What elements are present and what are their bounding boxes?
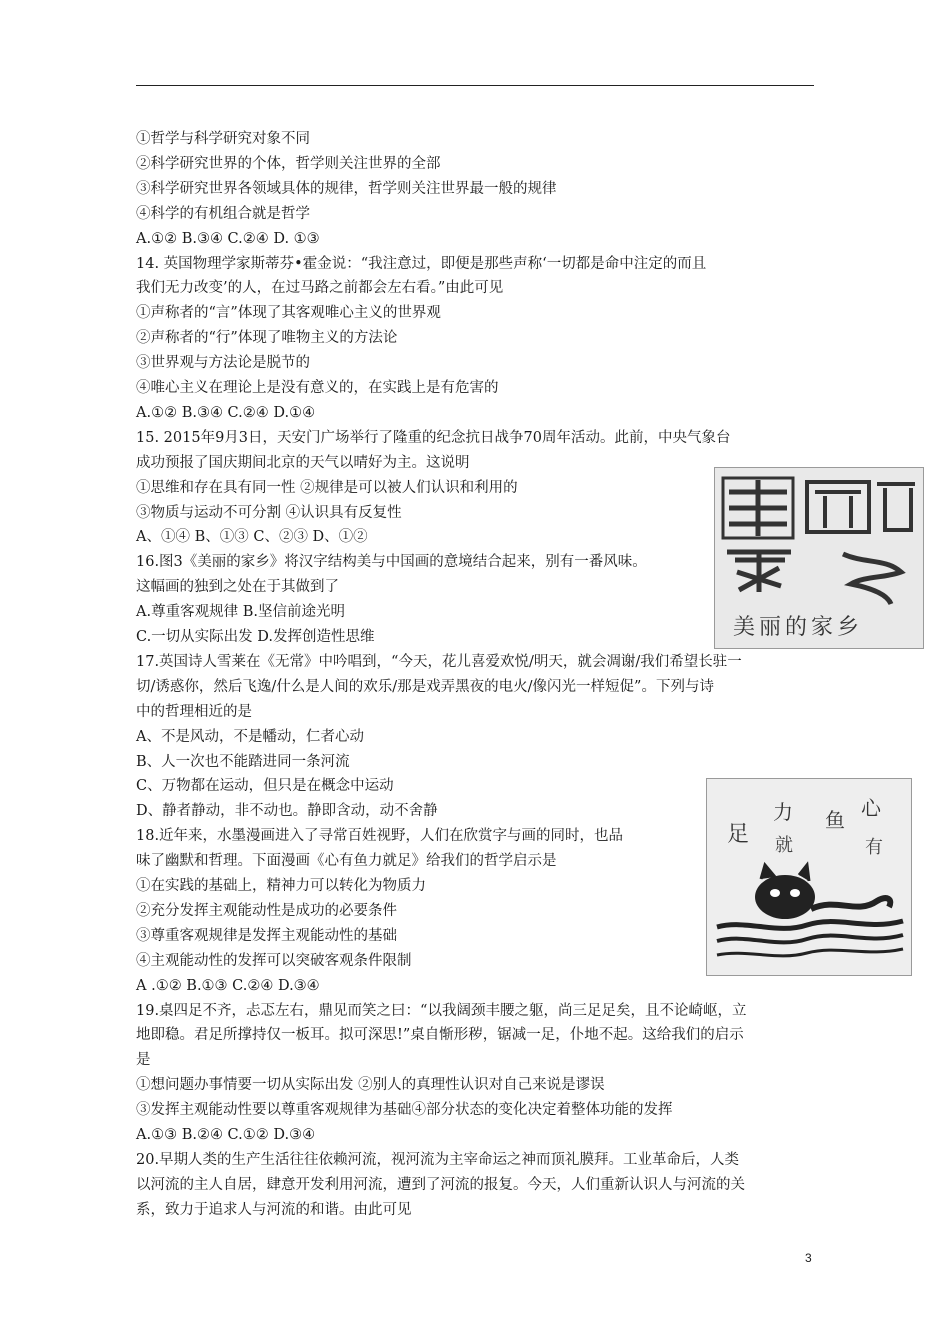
text-line: ④主观能动性的发挥可以突破客观条件限制 — [136, 952, 412, 969]
svg-text:心: 心 — [861, 796, 881, 820]
text-line: 这幅画的独到之处在于其做到了 — [136, 579, 339, 596]
text-line: A.①② B.③④ C.②④ D. ①③ — [136, 230, 320, 247]
header-rule — [136, 85, 814, 86]
text-line: 切/诱惑你，然后飞逸/什么是人间的欢乐/那是戏弄黑夜的电火/像闪光一样短促”。下列与诗 — [136, 678, 714, 695]
text-line: 地即稳。君足所撑持仅一板耳。拟可深思!”桌自惭形秽，锯减一足，仆地不起。这给我们的启示 — [136, 1027, 744, 1044]
text-line: ③发挥主观能动性要以尊重客观规律为基础④部分状态的变化决定着整体功能的发挥 — [136, 1102, 673, 1119]
text-line: ②科学研究世界的个体，哲学则关注世界的全部 — [136, 155, 441, 172]
text-line: A、不是风动，不是幡动，仁者心动 — [136, 728, 364, 745]
text-line: 系，致力于追求人与河流的和谐。由此可见 — [136, 1201, 412, 1218]
figure-cartoon-cat-fish — [706, 778, 912, 976]
figure-3-beautiful-hometown — [714, 467, 924, 649]
text-line: 我们无力改变’的人，在过马路之前都会左右看。”由此可见 — [136, 280, 504, 297]
svg-text:有: 有 — [865, 837, 883, 858]
text-line: ①思维和存在具有同一性 ②规律是可以被人们认识和利用的 — [136, 479, 518, 496]
text-line: 15. 2015年9月3日，天安门广场举行了隆重的纪念抗日战争70周年活动。此前，中央气象台 — [136, 429, 731, 446]
text-line: 17.英国诗人雪莱在《无常》中吟唱到，“今天，花儿喜爱欢悦/明天，就会凋谢/我们希望长驻一 — [136, 653, 742, 670]
text-line: 14. 英国物理学家斯蒂芬•霍金说：“我注意过，即便是那些声称‘一切都是命中注定的而且 — [136, 255, 707, 272]
text-line: ②充分发挥主观能动性是成功的必要条件 — [136, 902, 397, 919]
text-line: A.①② B.③④ C.②④ D.①④ — [136, 404, 316, 421]
text-line: ①声称者的“言”体现了其客观唯心主义的世界观 — [136, 305, 441, 322]
text-line: D、静者静动，非不动也。静即含动，动不舍静 — [136, 803, 438, 820]
svg-text:力: 力 — [773, 800, 793, 824]
text-line: A.①③ B.②④ C.①② D.③④ — [136, 1127, 316, 1143]
cartoon-cat-icon — [707, 779, 911, 975]
text-line: C.一切从实际出发 D.发挥创造性思维 — [136, 629, 375, 645]
text-line: ②声称者的“行”体现了唯物主义的方法论 — [136, 330, 398, 347]
svg-text:就: 就 — [775, 835, 793, 856]
text-line: ①哲学与科学研究对象不同 — [136, 131, 310, 147]
text-line: ③世界观与方法论是脱节的 — [136, 355, 310, 372]
text-line: 18.近年来，水墨漫画进入了寻常百姓视野，人们在欣赏字与画的同时，也品 — [136, 828, 624, 845]
text-line: 是 — [136, 1052, 151, 1069]
text-line: ①在实践的基础上，精神力可以转化为物质力 — [136, 878, 426, 894]
text-line: ④科学的有机组合就是哲学 — [136, 205, 310, 222]
text-line: 20.早期人类的生产生活往往依赖河流，视河流为主宰命运之神而顶礼膜拜。工业革命后，人类 — [136, 1151, 740, 1168]
page-number: 3 — [805, 1251, 812, 1265]
text-line: ③科学研究世界各领域具体的规律，哲学则关注世界最一般的规律 — [136, 180, 557, 197]
figure-3-caption: 美丽的家乡 — [733, 615, 864, 640]
text-line: C、万物都在运动，但只是在概念中运动 — [136, 778, 394, 795]
text-line: 16.图3《美丽的家乡》将汉字结构美与中国画的意境结合起来，别有一番风味。 — [136, 554, 647, 571]
text-line: 味了幽默和哲理。下面漫画《心有鱼力就足》给我们的哲学启示是 — [136, 853, 557, 870]
text-line: ③尊重客观规律是发挥主观能动性的基础 — [136, 927, 397, 944]
text-line: 成功预报了国庆期间北京的天气以晴好为主。这说明 — [136, 454, 470, 471]
text-line: B、人一次也不能踏进同一条河流 — [136, 753, 350, 770]
text-line: 中的哲理相近的是 — [136, 703, 252, 720]
text-line: ④唯心主义在理论上是没有意义的，在实践上是有危害的 — [136, 380, 499, 396]
text-line: A、①④ B、①③ C、②③ D、①② — [136, 529, 368, 546]
text-line: A .①② B.①③ C.②④ D.③④ — [136, 977, 320, 994]
text-line: ③物质与运动不可分割 ④认识具有反复性 — [136, 504, 402, 521]
text-line: ①想问题办事情要一切从实际出发 ②别人的真理性认识对自己来说是谬误 — [136, 1077, 605, 1094]
text-line: A.尊重客观规律 B.坚信前途光明 — [136, 604, 345, 621]
svg-text:足: 足 — [727, 822, 750, 847]
text-line: 以河流的主人自居，肆意开发利用河流，遭到了河流的报复。今天，人们重新认识人与河流的关 — [136, 1176, 745, 1193]
svg-text:鱼: 鱼 — [825, 808, 845, 832]
text-line: 19.桌四足不齐，忐忑左右，鼎见而笑之曰：“以我阔颈丰腰之躯，尚三足足矣，且不论崎岖，立 — [136, 1002, 747, 1019]
